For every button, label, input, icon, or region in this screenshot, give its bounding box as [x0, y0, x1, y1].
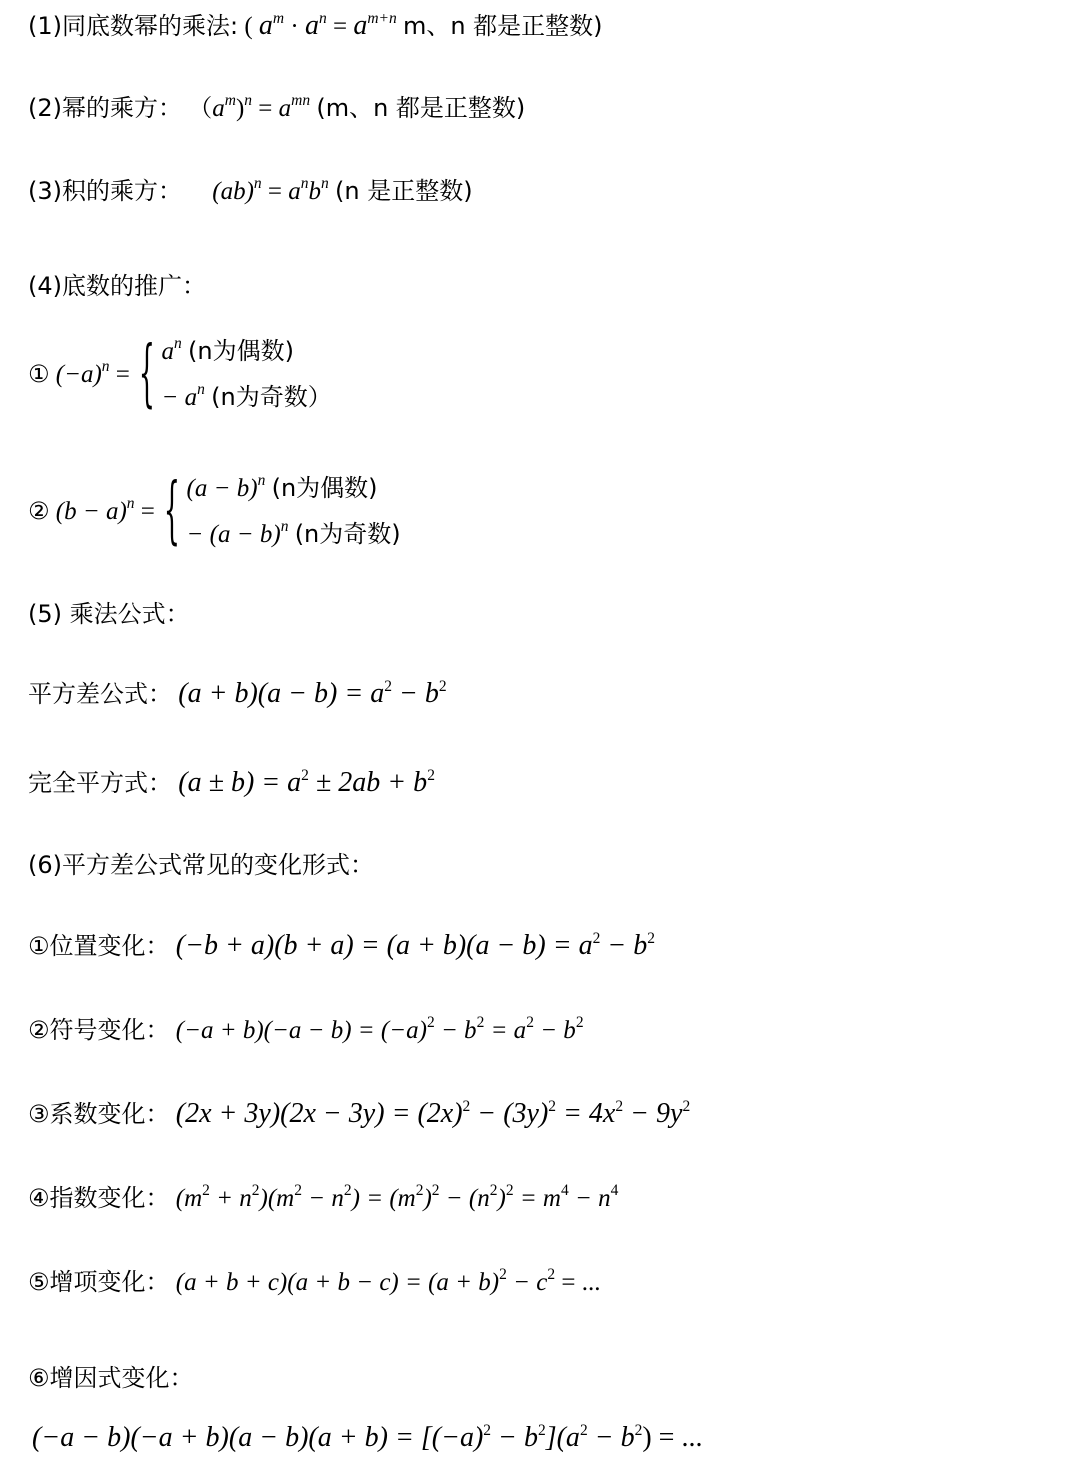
variation-label: ④指数变化： — [28, 1184, 170, 1212]
variation-label: ⑥增因式变化： — [28, 1364, 194, 1392]
rule-same-base-multiplication: (1)同底数幂的乘法: ( $a^m \cdot a^n = a^{m+n}$ m、n 都是正整数) — [28, 10, 603, 41]
section-heading: (4)底数的推广： — [28, 272, 206, 300]
variation-label: ①位置变化： — [28, 932, 170, 960]
section-multiplication-formulas — [28, 594, 190, 634]
section-base-generalization — [28, 266, 206, 306]
rule-note: (n 是正整数) — [335, 177, 473, 205]
rule-label: (2)幂的乘方： — [28, 94, 182, 122]
rule-label: (1)同底数幂的乘法: — [28, 12, 239, 40]
variation-label: ③系数变化： — [28, 1100, 170, 1128]
rule-note: (m、n 都是正整数) — [316, 94, 526, 122]
left-brace-icon: { — [163, 468, 180, 554]
formula-difference-of-squares: 平方差公式： $(a + b)(a - b) = a^2 - b^2$ — [28, 678, 447, 709]
variation-position: ①位置变化： $(-b + a)(b + a) = (a + b)(a - b) = a^2 - b^2$ — [28, 930, 656, 961]
section-difference-of-squares-variations — [28, 845, 374, 885]
variation-sign: ②符号变化： $(-a + b)(-a - b) = (-a)^2 - b^2 = a^2 - b^2$ — [28, 1014, 584, 1044]
formula-label: 完全平方式： — [28, 769, 172, 797]
formula-label: 平方差公式： — [28, 680, 172, 708]
rule-power-of-product: (3)积的乘方： $(ab)^n = a^nb^n$ (n 是正整数) — [28, 175, 473, 205]
section-heading: (5) 乘法公式： — [28, 600, 190, 628]
rule-label: (3)积的乘方： — [28, 177, 182, 205]
variation-added-factor-formula: $(-a - b)(-a + b)(a - b)(a + b) = [(-a)^2 - b^2](a^2 - b^2)$ = ... — [32, 1422, 703, 1453]
variation-exponent: ④指数变化： $(m^2 + n^2)(m^2 - n^2) = (m^2)^2 - (n^2)^2 = m^4 - n^4$ — [28, 1182, 619, 1212]
formula-perfect-square: 完全平方式： $(a \pm b) = a^2 \pm 2ab + b^2$ — [28, 767, 435, 798]
rule-note: m、n 都是正整数) — [402, 12, 603, 40]
case-odd: − $a^n$ (n为奇数） — [161, 381, 332, 411]
rule-power-of-power: (2)幂的乘方： $(a^m)^n = a^{mn}$ (m、n 都是正整数) — [28, 92, 526, 122]
case-b-minus-a: ② $(b - a)^n$ = { $(a - b)^n$ (n为偶数) − $(a - b)^n$ (n为奇数) — [28, 465, 401, 557]
variation-label: ②符号变化： — [28, 1016, 170, 1044]
section-heading: (6)平方差公式常见的变化形式： — [28, 851, 374, 879]
variation-coefficient: ③系数变化： $(2x + 3y)(2x - 3y) = (2x)^2 - (3y)^2 = 4x^2 - 9y^2$ — [28, 1098, 691, 1129]
case-even: $(a - b)^n$ (n为偶数) — [186, 472, 378, 502]
variation-added-factor — [28, 1358, 194, 1398]
case-negative-a: ① $(-a)^n$ = { $a^n$ (n为偶数) − $a^n$ (n为奇数） — [28, 328, 332, 420]
variation-label: ⑤增项变化： — [28, 1268, 170, 1296]
left-brace-icon: { — [138, 331, 155, 417]
variation-added-term: ⑤增项变化： $(a + b + c)(a + b - c) = (a + b)^2 - c^2$ = ... — [28, 1266, 601, 1296]
case-even: $a^n$ (n为偶数) — [161, 335, 294, 365]
case-odd: − $(a - b)^n$ (n为奇数) — [186, 518, 401, 548]
